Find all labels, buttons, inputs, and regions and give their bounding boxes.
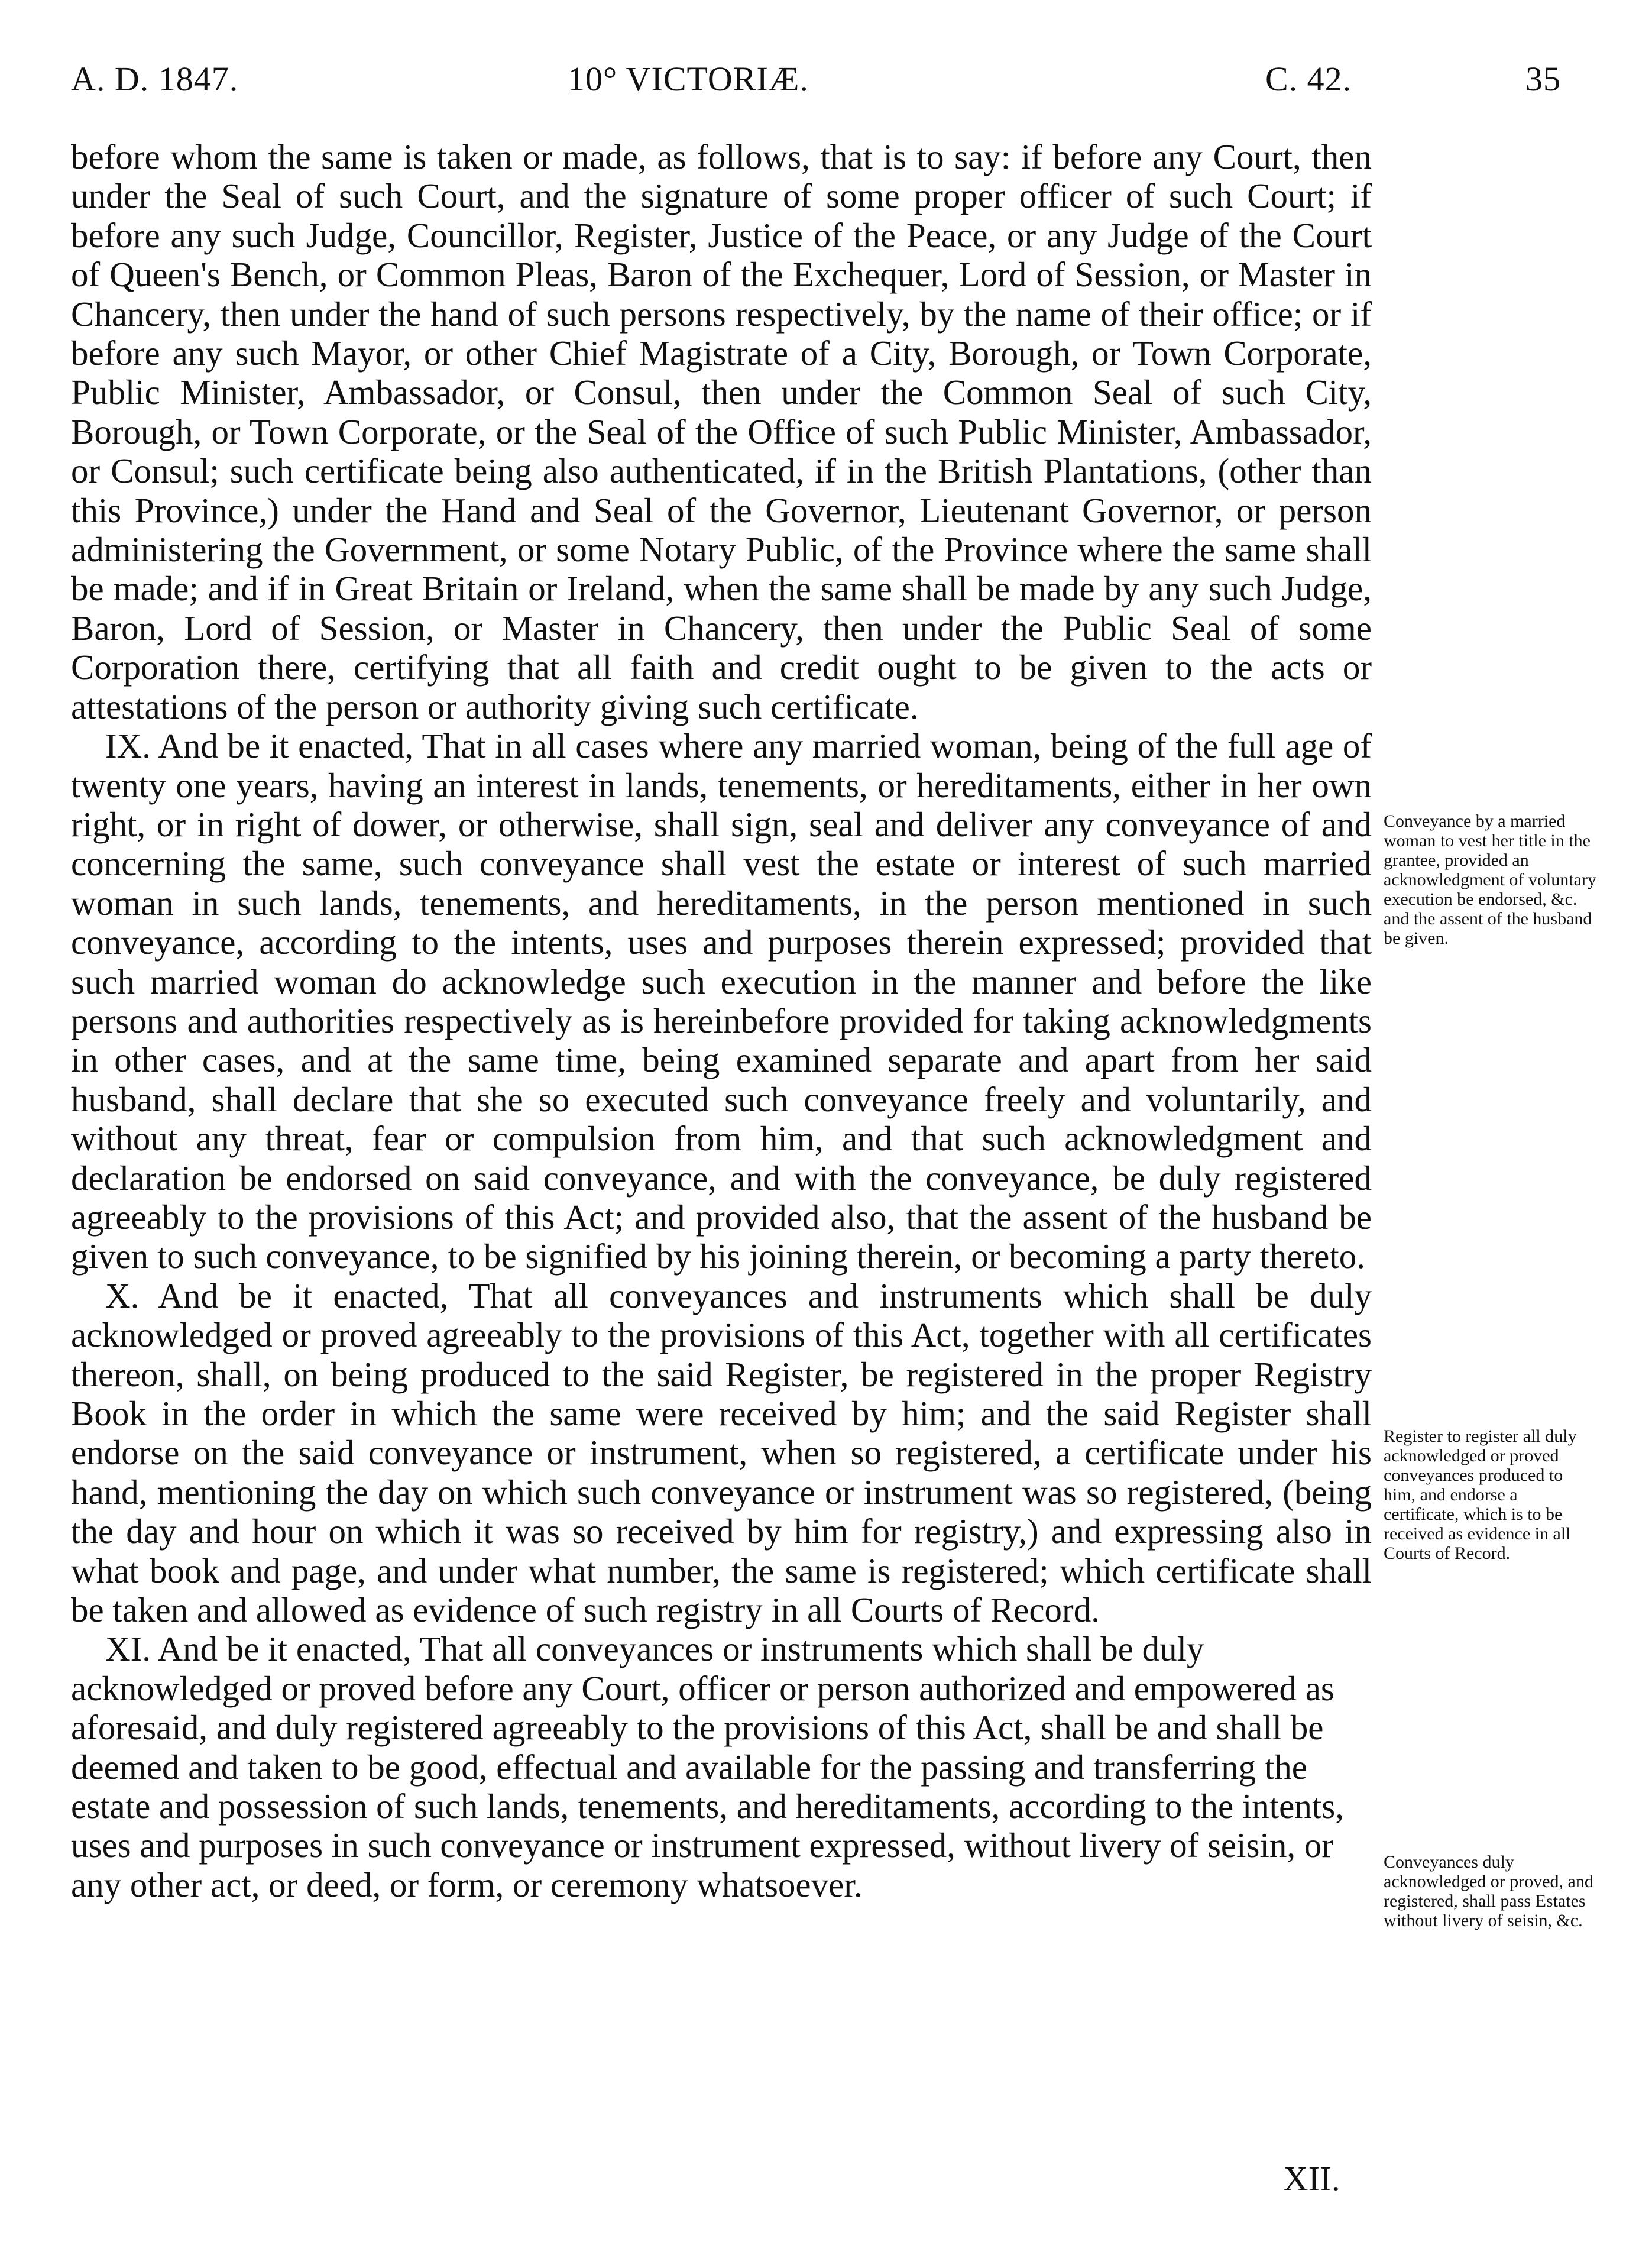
running-header — [71, 59, 1585, 106]
section-x-paragraph: X. And be it enacted, That all conveyances and instruments which shall be duly acknowledged or proved agreeably to the provisions of this Act, together with all certificates thereon, shall, on being produced to the said Register, be registered in the proper Registry Book in the order in which the same were received by him; and the said Register shall endorse on the said conveyance or instrument, when so registered, a certificate under his hand, mentioning the day on which such conveyance or instrument was so registered, (being the day and hour on which it was so received by him for registry,) and expressing also in what book and page, and under what number, the same is registered; which certificate shall be taken and allowed as evidence of such registry in all Courts of Record. — [71, 1276, 1372, 1630]
section-xi-paragraph: XI. And be it enacted, That all conveyances or instruments which shall be duly acknowledged or proved before any Court, officer or person authorized and empowered as aforesaid, and duly registered agreeably to the provisions of this Act, shall be and shall be deemed and taken to be good, effectual and available for the passing and transferring the estate and possession of such lands, tenements, and hereditaments, according to the intents, uses and purposes in such conveyance or instrument expressed, without livery of seisin, or any other act, or deed, or form, or ceremony whatsoever. — [71, 1629, 1344, 1904]
marginal-note-ix: Conveyance by a married woman to vest her title in the grantee, provided an acknowledgment of voluntary execution be endorsed, &c. and the assent of the husband be given. — [1384, 811, 1596, 948]
page-number: 35 — [1525, 60, 1561, 98]
marginal-note-xi: Conveyances duly acknowledged or proved, and registered, shall pass Estates without livery of seisin, &c. — [1384, 1852, 1593, 1930]
header-regnal-year: 10° VICTORIÆ. — [568, 60, 809, 98]
main-text-column — [71, 137, 1372, 1904]
section-ix-paragraph: IX. And be it enacted, That in all cases where any married woman, being of the full age of twenty one years, having an interest in lands, tenements, or hereditaments, either in her own right, or in right of dower, or otherwise, shall sign, seal and deliver any conveyance of and concerning the same, such conveyance shall vest the estate or interest of such married woman in such lands, tenements, and hereditaments, in the person mentioned in such conveyance, according to the intents, uses and purposes therein expressed; provided that such married woman do acknowledge such execution in the manner and before the like persons and authorities respectively as is hereinbefore provided for taking acknowledgments in other cases, and at the same time, being examined separate and apart from her said husband, shall declare that she so executed such conveyance freely and voluntarily, and without any threat, fear or compulsion from him, and that such acknowledgment and declaration be endorsed on said conveyance, and with the conveyance, be duly registered agreeably to the provisions of this Act; and provided also, that the assent of the husband be given to such conveyance, to be signified by his joining therein, or becoming a party thereto. — [71, 726, 1372, 1276]
marginal-note-x: Register to register all duly acknowledged or proved conveyances produced to him, and endorse a certificate, which is to be received as evidence in all Courts of Record. — [1384, 1426, 1577, 1563]
catchword: XII. — [1283, 2159, 1340, 2198]
continued-paragraph: before whom the same is taken or made, as follows, that is to say: if before any Court, then under the Seal of such Court, and the signature of some proper officer of such Court; if before any such Judge, Councillor, Register, Justice of the Peace, or any Judge of the Court of Queen's Bench, or Common Pleas, Baron of the Exchequer, Lord of Session, or Master in Chancery, then under the hand of such persons respectively, by the name of their office; or if before any such Mayor, or other Chief Magistrate of a City, Borough, or Town Corporate, Public Minister, Ambassador, or Consul, then under the Common Seal of such City, Borough, or Town Corporate, or the Seal of the Office of such Public Minister, Ambassador, or Consul; such certificate being also authenticated, if in the British Plantations, (other than this Province,) under the Hand and Seal of the Governor, Lieutenant Governor, or person administering the Government, or some Notary Public, of the Province where the same shall be made; and if in Great Britain or Ireland, when the same shall be made by any such Judge, Baron, Lord of Session, or Master in Chancery, then under the Public Seal of some Corporation there, certifying that all faith and credit ought to be given to the acts or attestations of the person or authority giving such certificate. — [71, 137, 1372, 726]
header-chapter: C. 42. — [1265, 60, 1352, 98]
header-year: A. D. 1847. — [71, 60, 239, 98]
